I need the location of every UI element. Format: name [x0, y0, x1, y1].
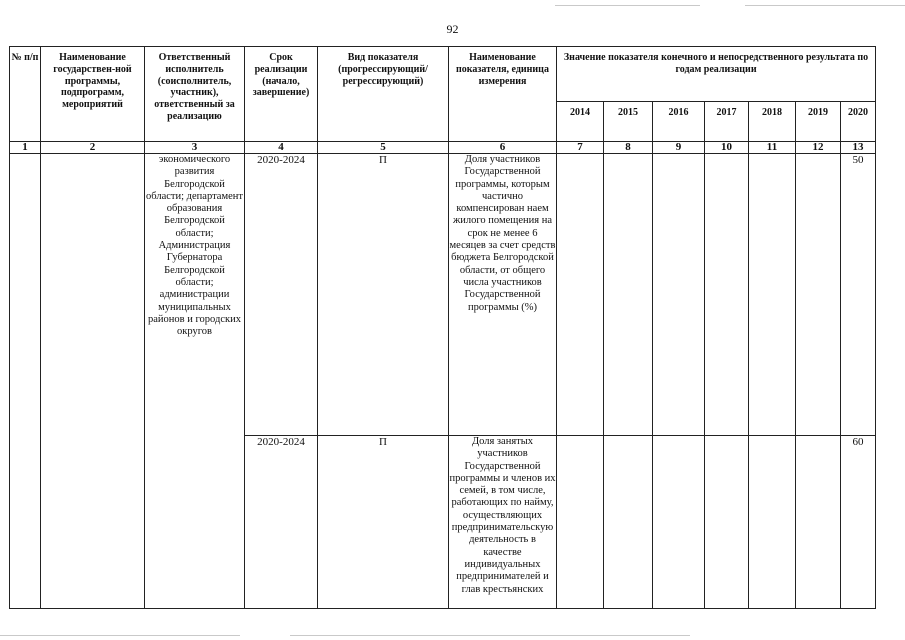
- header-year-2017: 2017: [705, 102, 749, 142]
- table-row: [10, 154, 876, 436]
- column-numbers-row: [10, 142, 876, 154]
- value-2019-cell: [796, 154, 841, 436]
- bottom-edge-rule-right: [290, 635, 690, 636]
- header-year-2018: 2018: [749, 102, 796, 142]
- value-2014-cell: [557, 436, 604, 609]
- column-number: 10: [705, 142, 749, 154]
- top-edge-rule-left: [555, 5, 700, 6]
- column-number: 3: [145, 142, 245, 154]
- value-2018-cell: [749, 154, 796, 436]
- program-name-cell: [41, 154, 145, 609]
- column-number: 13: [841, 142, 876, 154]
- column-number: 1: [10, 142, 41, 154]
- header-year-2014: 2014: [557, 102, 604, 142]
- header-year-2019: 2019: [796, 102, 841, 142]
- value-2016-cell: [653, 436, 705, 609]
- page-number: 92: [446, 22, 459, 36]
- header-number: № п/п: [10, 47, 41, 142]
- header-period: Срок реализации (начало, завершение): [245, 47, 318, 142]
- number-cell: [10, 154, 41, 609]
- value-2016-cell: [653, 154, 705, 436]
- bottom-edge-rule-left: [0, 635, 240, 636]
- value-2018-cell: [749, 436, 796, 609]
- column-number: 7: [557, 142, 604, 154]
- value-2017-cell: [705, 436, 749, 609]
- value-2015-cell: [604, 436, 653, 609]
- header-program-name: Наименование государствен-ной программы, подпрограмм, мероприятий: [41, 47, 145, 142]
- header-values-title: Значение показателя конечного и непосредственного результата по годам реализации: [557, 47, 876, 102]
- indicator-kind-cell: П: [318, 436, 449, 609]
- header-row: [10, 47, 876, 102]
- period-cell: 2020-2024: [245, 154, 318, 436]
- value-2020-cell: 60: [841, 436, 876, 609]
- header-year-2015: 2015: [604, 102, 653, 142]
- header-indicator-name: Наименование показателя, единица измерения: [449, 47, 557, 142]
- header-executor: Ответственный исполнитель (соисполнитель, участник), ответственный за реализацию: [145, 47, 245, 142]
- column-number: 9: [653, 142, 705, 154]
- column-number: 5: [318, 142, 449, 154]
- column-number: 12: [796, 142, 841, 154]
- column-number: 4: [245, 142, 318, 154]
- header-indicator-kind: Вид показателя (прогрессирующий/ регрессирующий): [318, 47, 449, 142]
- value-2014-cell: [557, 154, 604, 436]
- results-table: [9, 46, 876, 609]
- header-year-2016: 2016: [653, 102, 705, 142]
- column-number: 2: [41, 142, 145, 154]
- header-year-2020: 2020: [841, 102, 876, 142]
- value-2015-cell: [604, 154, 653, 436]
- period-cell: 2020-2024: [245, 436, 318, 609]
- executor-cell: экономического развития Белгородской области; департамент образования Белгородской области; Администрация Губернатора Белгородской области; администрации муниципальных районов и городских округов: [145, 154, 245, 609]
- indicator-name-cell: Доля занятых участников Государственной программы и членов их семей, в том числе, работающих по найму, осуществляющих предпринимательскую деятельность в качестве индивидуальных предпринимателей и глав крестьянских: [449, 436, 557, 609]
- column-number: 6: [449, 142, 557, 154]
- column-number: 11: [749, 142, 796, 154]
- value-2017-cell: [705, 154, 749, 436]
- indicator-kind-cell: П: [318, 154, 449, 436]
- value-2019-cell: [796, 436, 841, 609]
- indicator-name-cell: Доля участников Государственной программы, которым частично компенсирован наем жилого помещения на срок не менее 6 месяцев за счет средств бюджета Белгородской области, от общего числа участников Государственной программы (%): [449, 154, 557, 436]
- value-2020-cell: 50: [841, 154, 876, 436]
- top-edge-rule-right: [745, 5, 905, 6]
- column-number: 8: [604, 142, 653, 154]
